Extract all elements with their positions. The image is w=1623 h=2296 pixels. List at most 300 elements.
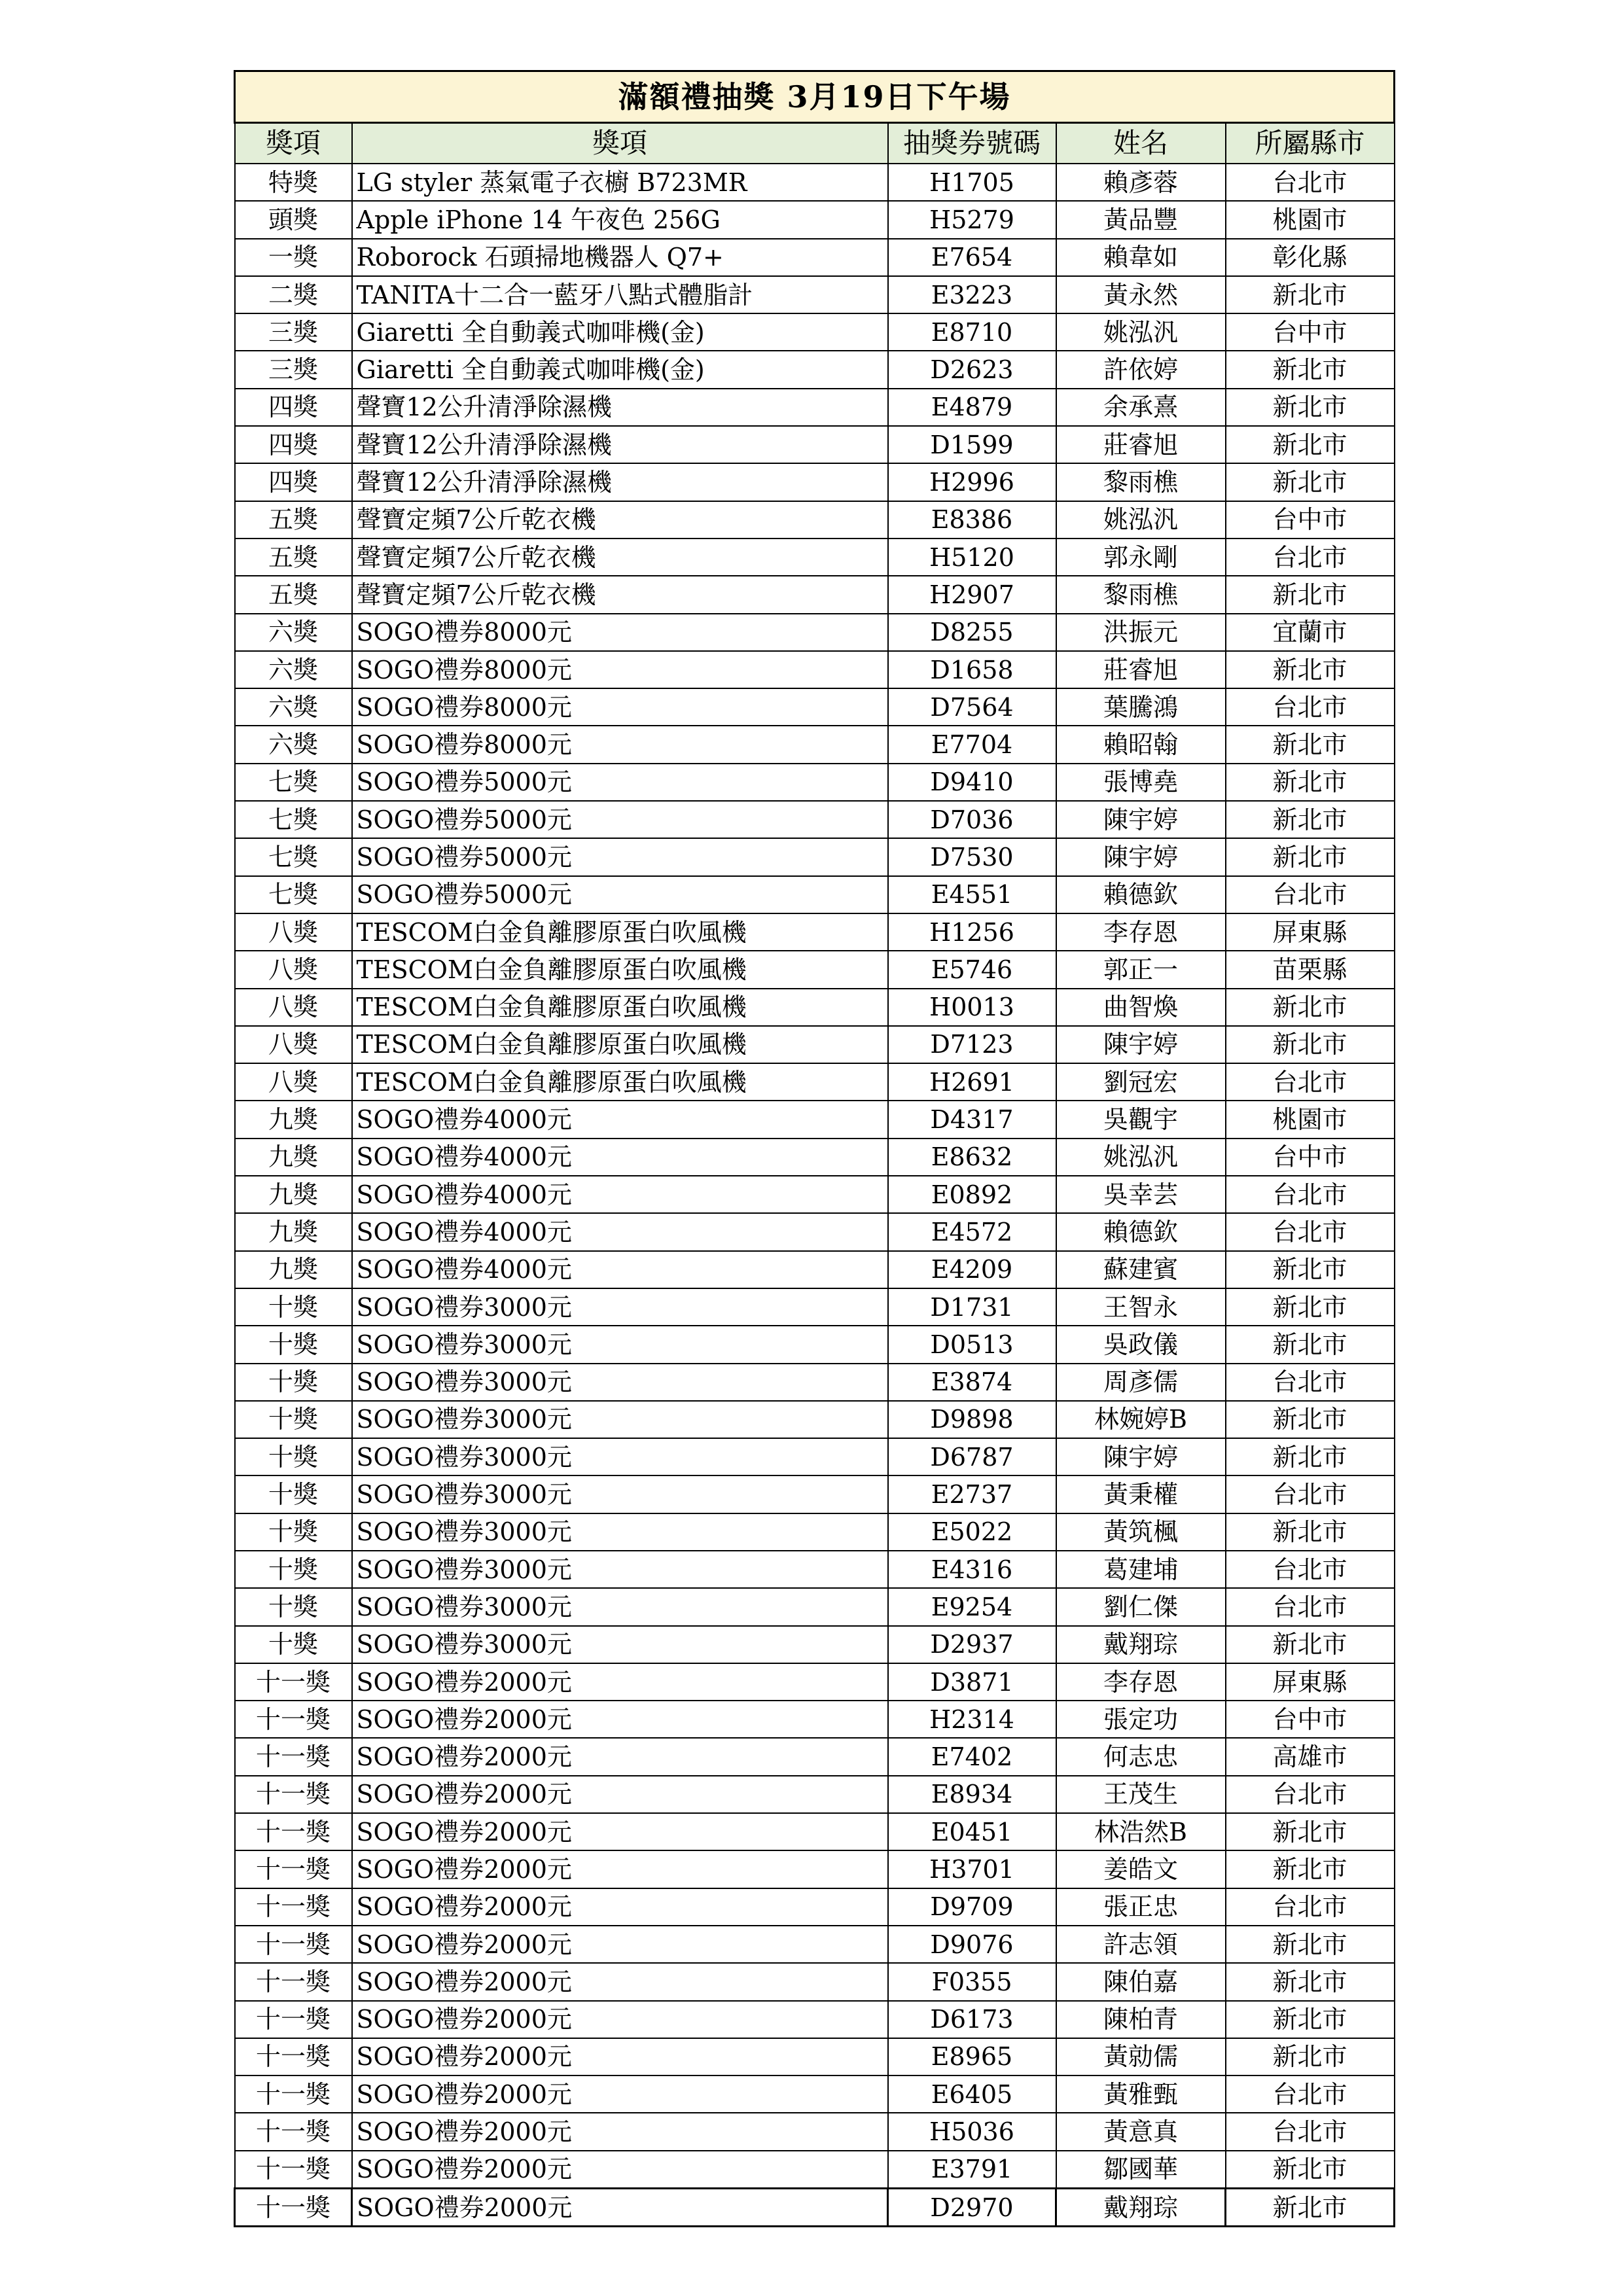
ticket-number-cell: H3701 <box>888 1850 1056 1888</box>
ticket-number-cell: E9254 <box>888 1588 1056 1625</box>
winner-name-cell: 莊睿旭 <box>1056 426 1226 463</box>
prize-rank-cell: 一獎 <box>235 239 352 276</box>
ticket-number-cell: D9709 <box>888 1888 1056 1926</box>
prize-rank-cell: 三獎 <box>235 313 352 351</box>
sheet-title: 滿額禮抽獎 3月19日下午場 <box>235 71 1395 123</box>
winner-name-cell: 賴韋如 <box>1056 239 1226 276</box>
winner-name-cell: 陳宇婷 <box>1056 1438 1226 1475</box>
ticket-number-cell: H2691 <box>888 1063 1056 1101</box>
ticket-number-cell: E5746 <box>888 951 1056 988</box>
prize-item-cell: TESCOM白金負離膠原蛋白吹風機 <box>352 1026 888 1063</box>
ticket-number-cell: D1658 <box>888 651 1056 688</box>
city-cell: 台中市 <box>1226 313 1395 351</box>
prize-item-cell: SOGO禮券3000元 <box>352 1475 888 1513</box>
table-row <box>235 2113 1395 2150</box>
prize-rank-cell: 九獎 <box>235 1213 352 1250</box>
prize-item-cell: SOGO禮券8000元 <box>352 688 888 726</box>
ticket-number-cell: H2314 <box>888 1701 1056 1738</box>
ticket-number-cell: E7402 <box>888 1738 1056 1775</box>
prize-item-cell: SOGO禮券8000元 <box>352 651 888 688</box>
table-row <box>235 313 1395 351</box>
table-row <box>235 351 1395 388</box>
prize-item-cell: 聲寶定頻7公斤乾衣機 <box>352 539 888 576</box>
city-cell: 新北市 <box>1226 838 1395 875</box>
prize-item-cell: SOGO禮券8000元 <box>352 614 888 651</box>
prize-item-cell: SOGO禮券2000元 <box>352 2001 888 2038</box>
table-row <box>235 726 1395 763</box>
table-row <box>235 1551 1395 1588</box>
prize-item-cell: TESCOM白金負離膠原蛋白吹風機 <box>352 951 888 988</box>
city-cell: 新北市 <box>1226 1401 1395 1438</box>
city-cell: 新北市 <box>1226 1963 1395 2000</box>
ticket-number-cell: H5120 <box>888 539 1056 576</box>
table-row <box>235 2075 1395 2113</box>
city-cell: 台北市 <box>1226 1475 1395 1513</box>
winner-name-cell: 黃品豐 <box>1056 201 1226 238</box>
prize-rank-cell: 八獎 <box>235 913 352 951</box>
city-cell: 台北市 <box>1226 1551 1395 1588</box>
winner-name-cell: 劉仁傑 <box>1056 1588 1226 1625</box>
prize-rank-cell: 十獎 <box>235 1326 352 1363</box>
city-cell: 宜蘭市 <box>1226 614 1395 651</box>
table-row <box>235 1026 1395 1063</box>
prize-rank-cell: 五獎 <box>235 501 352 539</box>
city-cell: 新北市 <box>1226 764 1395 801</box>
prize-rank-cell: 特獎 <box>235 164 352 201</box>
winner-name-cell: 李存恩 <box>1056 913 1226 951</box>
prize-rank-cell: 十一獎 <box>235 1738 352 1775</box>
prize-item-cell: TESCOM白金負離膠原蛋白吹風機 <box>352 1063 888 1101</box>
table-row <box>235 989 1395 1026</box>
city-cell: 新北市 <box>1226 651 1395 688</box>
winner-name-cell: 陳宇婷 <box>1056 1026 1226 1063</box>
prize-rank-cell: 十一獎 <box>235 2075 352 2113</box>
city-cell: 新北市 <box>1226 989 1395 1026</box>
table-row <box>235 1926 1395 1963</box>
winner-name-cell: 黎雨樵 <box>1056 463 1226 501</box>
prize-rank-cell: 六獎 <box>235 614 352 651</box>
prize-rank-cell: 九獎 <box>235 1176 352 1213</box>
winner-name-cell: 黃勍儒 <box>1056 2038 1226 2075</box>
city-cell: 新北市 <box>1226 1813 1395 1850</box>
prize-rank-cell: 十獎 <box>235 1588 352 1625</box>
prize-item-cell: SOGO禮券5000元 <box>352 801 888 838</box>
ticket-number-cell: D3871 <box>888 1663 1056 1701</box>
table-row <box>235 2001 1395 2038</box>
winner-name-cell: 王茂生 <box>1056 1776 1226 1813</box>
prize-item-cell: SOGO禮券3000元 <box>352 1626 888 1663</box>
prize-item-cell: SOGO禮券3000元 <box>352 1364 888 1401</box>
prize-rank-cell: 十獎 <box>235 1626 352 1663</box>
prize-item-cell: SOGO禮券2000元 <box>352 1926 888 1963</box>
winner-name-cell: 賴彥蓉 <box>1056 164 1226 201</box>
winner-name-cell: 李存恩 <box>1056 1663 1226 1701</box>
ticket-number-cell: E5022 <box>888 1513 1056 1551</box>
table-row <box>235 1513 1395 1551</box>
winner-name-cell: 黃秉權 <box>1056 1475 1226 1513</box>
table-row <box>235 463 1395 501</box>
winner-name-cell: 賴德欽 <box>1056 876 1226 913</box>
table-row <box>235 276 1395 313</box>
table-row <box>235 501 1395 539</box>
prize-rank-cell: 十一獎 <box>235 1701 352 1738</box>
prize-rank-cell: 八獎 <box>235 1063 352 1101</box>
prize-item-cell: SOGO禮券3000元 <box>352 1401 888 1438</box>
prize-item-cell: SOGO禮券5000元 <box>352 764 888 801</box>
header-prize: 獎項 <box>352 123 888 164</box>
table-row <box>235 1963 1395 2000</box>
city-cell: 新北市 <box>1226 801 1395 838</box>
prize-rank-cell: 七獎 <box>235 764 352 801</box>
prize-rank-cell: 九獎 <box>235 1139 352 1176</box>
prize-rank-cell: 七獎 <box>235 801 352 838</box>
city-cell: 台北市 <box>1226 1063 1395 1101</box>
table-row <box>235 2189 1395 2227</box>
city-cell: 台中市 <box>1226 501 1395 539</box>
city-cell: 新北市 <box>1226 2189 1395 2227</box>
winner-name-cell: 黃永然 <box>1056 276 1226 313</box>
winner-name-cell: 黃意真 <box>1056 2113 1226 2150</box>
table-row <box>235 1738 1395 1775</box>
winner-name-cell: 張正忠 <box>1056 1888 1226 1926</box>
ticket-number-cell: E8386 <box>888 501 1056 539</box>
winner-name-cell: 葉騰鴻 <box>1056 688 1226 726</box>
table-row <box>235 2038 1395 2075</box>
ticket-number-cell: E8632 <box>888 1139 1056 1176</box>
ticket-number-cell: H0013 <box>888 989 1056 1026</box>
winner-name-cell: 張定功 <box>1056 1701 1226 1738</box>
city-cell: 新北市 <box>1226 1026 1395 1063</box>
table-row <box>235 389 1395 426</box>
winner-name-cell: 林浩然B <box>1056 1813 1226 1850</box>
city-cell: 台北市 <box>1226 1176 1395 1213</box>
prize-item-cell: Apple iPhone 14 午夜色 256G <box>352 201 888 238</box>
winner-name-cell: 張博堯 <box>1056 764 1226 801</box>
table-row <box>235 651 1395 688</box>
prize-item-cell: SOGO禮券2000元 <box>352 1776 888 1813</box>
prize-item-cell: SOGO禮券4000元 <box>352 1213 888 1250</box>
ticket-number-cell: E8965 <box>888 2038 1056 2075</box>
table-row <box>235 1701 1395 1738</box>
ticket-number-cell: D7530 <box>888 838 1056 875</box>
table-row <box>235 1438 1395 1475</box>
prize-rank-cell: 十一獎 <box>235 1663 352 1701</box>
prize-item-cell: SOGO禮券4000元 <box>352 1139 888 1176</box>
table-row <box>235 539 1395 576</box>
city-cell: 桃園市 <box>1226 201 1395 238</box>
winner-name-cell: 許志領 <box>1056 1926 1226 1963</box>
table-row <box>235 1776 1395 1813</box>
prize-rank-cell: 四獎 <box>235 463 352 501</box>
prize-rank-cell: 十一獎 <box>235 2151 352 2189</box>
winner-name-cell: 黎雨樵 <box>1056 576 1226 613</box>
city-cell: 新北市 <box>1226 1626 1395 1663</box>
ticket-number-cell: H1256 <box>888 913 1056 951</box>
winner-name-cell: 陳伯嘉 <box>1056 1963 1226 2000</box>
ticket-number-cell: D0513 <box>888 1326 1056 1363</box>
winner-name-cell: 鄒國華 <box>1056 2151 1226 2189</box>
table-row <box>235 1813 1395 1850</box>
winner-name-cell: 余承熹 <box>1056 389 1226 426</box>
city-cell: 台北市 <box>1226 1588 1395 1625</box>
city-cell: 新北市 <box>1226 1438 1395 1475</box>
prize-item-cell: SOGO禮券2000元 <box>352 2113 888 2150</box>
ticket-number-cell: E8934 <box>888 1776 1056 1813</box>
prize-item-cell: SOGO禮券3000元 <box>352 1288 888 1326</box>
winner-name-cell: 陳宇婷 <box>1056 838 1226 875</box>
table-row <box>235 1288 1395 1326</box>
winner-name-cell: 曲智煥 <box>1056 989 1226 1026</box>
city-cell: 台北市 <box>1226 2075 1395 2113</box>
winner-name-cell: 何志忠 <box>1056 1738 1226 1775</box>
ticket-number-cell: E4879 <box>888 389 1056 426</box>
table-row <box>235 1401 1395 1438</box>
winners-table <box>234 70 1395 2227</box>
city-cell: 新北市 <box>1226 1513 1395 1551</box>
header-rank: 獎項 <box>235 123 352 164</box>
winner-name-cell: 許依婷 <box>1056 351 1226 388</box>
header-city: 所屬縣市 <box>1226 123 1395 164</box>
ticket-number-cell: E3223 <box>888 276 1056 313</box>
table-row <box>235 576 1395 613</box>
prize-rank-cell: 十一獎 <box>235 1850 352 1888</box>
winner-name-cell: 姜皓文 <box>1056 1850 1226 1888</box>
winner-name-cell: 姚泓汎 <box>1056 501 1226 539</box>
table-row <box>235 838 1395 875</box>
prize-item-cell: SOGO禮券2000元 <box>352 1701 888 1738</box>
prize-item-cell: SOGO禮券2000元 <box>352 1850 888 1888</box>
prize-item-cell: LG styler 蒸氣電子衣櫥 B723MR <box>352 164 888 201</box>
table-row <box>235 2151 1395 2189</box>
ticket-number-cell: D2970 <box>888 2189 1056 2227</box>
city-cell: 台中市 <box>1226 1701 1395 1738</box>
city-cell: 新北市 <box>1226 426 1395 463</box>
winner-name-cell: 王智永 <box>1056 1288 1226 1326</box>
prize-item-cell: SOGO禮券2000元 <box>352 2075 888 2113</box>
prize-item-cell: SOGO禮券2000元 <box>352 2038 888 2075</box>
table-row <box>235 801 1395 838</box>
ticket-number-cell: D6787 <box>888 1438 1056 1475</box>
prize-rank-cell: 頭獎 <box>235 201 352 238</box>
prize-rank-cell: 六獎 <box>235 651 352 688</box>
ticket-number-cell: H1705 <box>888 164 1056 201</box>
winner-name-cell: 蘇建賓 <box>1056 1251 1226 1288</box>
winner-name-cell: 洪振元 <box>1056 614 1226 651</box>
city-cell: 屏東縣 <box>1226 913 1395 951</box>
ticket-number-cell: E7654 <box>888 239 1056 276</box>
winner-name-cell: 姚泓汎 <box>1056 313 1226 351</box>
winner-name-cell: 吳政儀 <box>1056 1326 1226 1363</box>
ticket-number-cell: E7704 <box>888 726 1056 763</box>
prize-rank-cell: 九獎 <box>235 1251 352 1288</box>
ticket-number-cell: E2737 <box>888 1475 1056 1513</box>
prize-item-cell: SOGO禮券3000元 <box>352 1438 888 1475</box>
prize-item-cell: SOGO禮券2000元 <box>352 1663 888 1701</box>
ticket-number-cell: D7123 <box>888 1026 1056 1063</box>
header-name: 姓名 <box>1056 123 1226 164</box>
city-cell: 新北市 <box>1226 463 1395 501</box>
prize-rank-cell: 十一獎 <box>235 1813 352 1850</box>
winner-name-cell: 戴翔琮 <box>1056 1626 1226 1663</box>
city-cell: 新北市 <box>1226 2151 1395 2189</box>
ticket-number-cell: E4316 <box>888 1551 1056 1588</box>
ticket-number-cell: E4572 <box>888 1213 1056 1250</box>
prize-item-cell: SOGO禮券3000元 <box>352 1588 888 1625</box>
title-row <box>235 71 1395 123</box>
prize-rank-cell: 十一獎 <box>235 1963 352 2000</box>
winner-name-cell: 周彥儒 <box>1056 1364 1226 1401</box>
prize-item-cell: SOGO禮券8000元 <box>352 726 888 763</box>
prize-item-cell: TESCOM白金負離膠原蛋白吹風機 <box>352 989 888 1026</box>
prize-rank-cell: 十獎 <box>235 1475 352 1513</box>
prize-rank-cell: 八獎 <box>235 989 352 1026</box>
winner-name-cell: 郭永剛 <box>1056 539 1226 576</box>
prize-item-cell: SOGO禮券2000元 <box>352 1738 888 1775</box>
city-cell: 台北市 <box>1226 1888 1395 1926</box>
ticket-number-cell: D7564 <box>888 688 1056 726</box>
prize-item-cell: SOGO禮券3000元 <box>352 1326 888 1363</box>
header-ticket-number: 抽獎券號碼 <box>888 123 1056 164</box>
prize-rank-cell: 三獎 <box>235 351 352 388</box>
prize-item-cell: SOGO禮券3000元 <box>352 1513 888 1551</box>
city-cell: 高雄市 <box>1226 1738 1395 1775</box>
prize-rank-cell: 十一獎 <box>235 2189 352 2227</box>
table-row <box>235 1213 1395 1250</box>
winner-name-cell: 黃雅甄 <box>1056 2075 1226 2113</box>
winner-name-cell: 郭正一 <box>1056 951 1226 988</box>
prize-rank-cell: 十獎 <box>235 1364 352 1401</box>
city-cell: 台北市 <box>1226 164 1395 201</box>
prize-item-cell: SOGO禮券3000元 <box>352 1551 888 1588</box>
prize-rank-cell: 八獎 <box>235 1026 352 1063</box>
prize-item-cell: SOGO禮券2000元 <box>352 1813 888 1850</box>
winner-name-cell: 吳觀宇 <box>1056 1101 1226 1138</box>
ticket-number-cell: H5036 <box>888 2113 1056 2150</box>
table-row <box>235 1888 1395 1926</box>
table-row <box>235 1326 1395 1363</box>
city-cell: 台北市 <box>1226 2113 1395 2150</box>
ticket-number-cell: D1731 <box>888 1288 1056 1326</box>
prize-item-cell: Giaretti 全自動義式咖啡機(金) <box>352 313 888 351</box>
winner-name-cell: 吳幸芸 <box>1056 1176 1226 1213</box>
city-cell: 新北市 <box>1226 389 1395 426</box>
ticket-number-cell: E3791 <box>888 2151 1056 2189</box>
prize-rank-cell: 六獎 <box>235 688 352 726</box>
winner-name-cell: 戴翔琮 <box>1056 2189 1226 2227</box>
table-row <box>235 951 1395 988</box>
table-row <box>235 913 1395 951</box>
ticket-number-cell: D9410 <box>888 764 1056 801</box>
winner-name-cell: 陳柏青 <box>1056 2001 1226 2038</box>
city-cell: 桃園市 <box>1226 1101 1395 1138</box>
prize-item-cell: SOGO禮券2000元 <box>352 1888 888 1926</box>
table-row <box>235 164 1395 201</box>
winner-name-cell: 黃筑楓 <box>1056 1513 1226 1551</box>
prize-rank-cell: 十獎 <box>235 1288 352 1326</box>
ticket-number-cell: D8255 <box>888 614 1056 651</box>
city-cell: 新北市 <box>1226 276 1395 313</box>
prize-item-cell: TANITA十二合一藍牙八點式體脂計 <box>352 276 888 313</box>
ticket-number-cell: D1599 <box>888 426 1056 463</box>
table-row <box>235 1176 1395 1213</box>
prize-rank-cell: 十一獎 <box>235 1926 352 1963</box>
ticket-number-cell: E6405 <box>888 2075 1056 2113</box>
prize-rank-cell: 十一獎 <box>235 1888 352 1926</box>
prize-rank-cell: 五獎 <box>235 576 352 613</box>
ticket-number-cell: D2937 <box>888 1626 1056 1663</box>
prize-item-cell: SOGO禮券4000元 <box>352 1101 888 1138</box>
city-cell: 台北市 <box>1226 539 1395 576</box>
winner-name-cell: 劉冠宏 <box>1056 1063 1226 1101</box>
table-row <box>235 1850 1395 1888</box>
prize-rank-cell: 七獎 <box>235 876 352 913</box>
table-row <box>235 201 1395 238</box>
prize-item-cell: Roborock 石頭掃地機器人 Q7+ <box>352 239 888 276</box>
winner-name-cell: 賴昭翰 <box>1056 726 1226 763</box>
city-cell: 苗栗縣 <box>1226 951 1395 988</box>
ticket-number-cell: E3874 <box>888 1364 1056 1401</box>
prize-rank-cell: 八獎 <box>235 951 352 988</box>
prize-item-cell: 聲寶定頻7公斤乾衣機 <box>352 576 888 613</box>
prize-item-cell: 聲寶12公升清淨除濕機 <box>352 463 888 501</box>
ticket-number-cell: D2623 <box>888 351 1056 388</box>
city-cell: 台北市 <box>1226 1364 1395 1401</box>
table-row <box>235 1475 1395 1513</box>
city-cell: 新北市 <box>1226 2038 1395 2075</box>
city-cell: 新北市 <box>1226 1251 1395 1288</box>
winner-name-cell: 陳宇婷 <box>1056 801 1226 838</box>
table-row <box>235 876 1395 913</box>
table-row <box>235 688 1395 726</box>
table-row <box>235 1139 1395 1176</box>
prize-rank-cell: 七獎 <box>235 838 352 875</box>
ticket-number-cell: D4317 <box>888 1101 1056 1138</box>
prize-rank-cell: 二獎 <box>235 276 352 313</box>
ticket-number-cell: D9898 <box>888 1401 1056 1438</box>
ticket-number-cell: E8710 <box>888 313 1056 351</box>
winner-name-cell: 姚泓汎 <box>1056 1139 1226 1176</box>
prize-rank-cell: 四獎 <box>235 426 352 463</box>
city-cell: 新北市 <box>1226 2001 1395 2038</box>
prize-item-cell: SOGO禮券4000元 <box>352 1176 888 1213</box>
city-cell: 新北市 <box>1226 576 1395 613</box>
prize-item-cell: 聲寶12公升清淨除濕機 <box>352 426 888 463</box>
table-row <box>235 764 1395 801</box>
header-row <box>235 123 1395 164</box>
prize-rank-cell: 十獎 <box>235 1401 352 1438</box>
winner-name-cell: 莊睿旭 <box>1056 651 1226 688</box>
prize-item-cell: SOGO禮券5000元 <box>352 838 888 875</box>
ticket-number-cell: D6173 <box>888 2001 1056 2038</box>
prize-item-cell: SOGO禮券4000元 <box>352 1251 888 1288</box>
winner-name-cell: 賴德欽 <box>1056 1213 1226 1250</box>
prize-rank-cell: 五獎 <box>235 539 352 576</box>
city-cell: 新北市 <box>1226 1288 1395 1326</box>
prize-rank-cell: 九獎 <box>235 1101 352 1138</box>
prize-rank-cell: 十一獎 <box>235 1776 352 1813</box>
prize-item-cell: 聲寶12公升清淨除濕機 <box>352 389 888 426</box>
ticket-number-cell: D9076 <box>888 1926 1056 1963</box>
city-cell: 台中市 <box>1226 1139 1395 1176</box>
city-cell: 屏東縣 <box>1226 1663 1395 1701</box>
prize-rank-cell: 十獎 <box>235 1513 352 1551</box>
prize-item-cell: SOGO禮券5000元 <box>352 876 888 913</box>
city-cell: 新北市 <box>1226 351 1395 388</box>
city-cell: 新北市 <box>1226 1850 1395 1888</box>
city-cell: 台北市 <box>1226 1776 1395 1813</box>
ticket-number-cell: E4551 <box>888 876 1056 913</box>
prize-rank-cell: 十一獎 <box>235 2113 352 2150</box>
